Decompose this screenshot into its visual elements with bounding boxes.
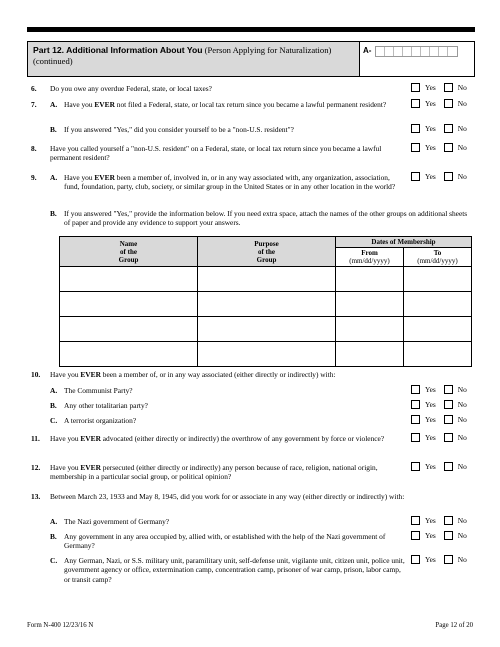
yes-label: Yes bbox=[425, 400, 436, 409]
question-text: Have you EVER been a member of, or in any way associated (either directly or indirectly) with: bbox=[50, 370, 336, 379]
yes-label: Yes bbox=[425, 385, 436, 394]
no-label: No bbox=[457, 83, 467, 92]
question-text: Do you owe any overdue Federal, state, or local taxes? bbox=[50, 84, 212, 93]
question-number: 12. bbox=[31, 463, 41, 472]
yes-label: Yes bbox=[425, 555, 436, 564]
no-label: No bbox=[457, 415, 467, 424]
no-checkbox[interactable] bbox=[444, 555, 453, 564]
question-text: Have you called yourself a "non-U.S. resident" on a Federal, state, or local tax return since you became a lawful permanent resident? bbox=[50, 144, 382, 163]
yes-no-group bbox=[411, 462, 467, 471]
from-cell[interactable] bbox=[336, 317, 404, 342]
question-number: 10. bbox=[31, 370, 41, 379]
yes-checkbox[interactable] bbox=[411, 400, 420, 409]
col-header-purpose: Purpose of the Group bbox=[198, 237, 336, 267]
no-checkbox[interactable] bbox=[444, 516, 453, 525]
question-number: 6. bbox=[31, 84, 37, 93]
part-title: Part 12. Additional Information About You bbox=[33, 45, 203, 55]
no-label: No bbox=[457, 385, 467, 394]
name-cell[interactable] bbox=[60, 267, 198, 292]
section-title bbox=[28, 42, 360, 76]
yes-label: Yes bbox=[425, 516, 436, 525]
yes-no-group bbox=[411, 143, 467, 152]
yes-label: Yes bbox=[425, 143, 436, 152]
question-sub-letter: A. bbox=[50, 100, 58, 109]
name-cell[interactable] bbox=[60, 292, 198, 317]
no-checkbox[interactable] bbox=[444, 124, 453, 133]
table-row bbox=[60, 292, 472, 317]
from-cell[interactable] bbox=[336, 342, 404, 367]
question-number: 13. bbox=[31, 492, 41, 501]
from-cell[interactable] bbox=[336, 292, 404, 317]
to-cell[interactable] bbox=[404, 317, 472, 342]
to-cell[interactable] bbox=[404, 292, 472, 317]
no-checkbox[interactable] bbox=[444, 531, 453, 540]
yes-checkbox[interactable] bbox=[411, 143, 420, 152]
question-number: 11. bbox=[31, 434, 40, 443]
top-rule bbox=[27, 27, 475, 32]
yes-checkbox[interactable] bbox=[411, 516, 420, 525]
question-sub-letter: B. bbox=[50, 209, 57, 218]
no-checkbox[interactable] bbox=[444, 400, 453, 409]
yes-checkbox[interactable] bbox=[411, 172, 420, 181]
no-label: No bbox=[457, 172, 467, 181]
question-text: Have you EVER persecuted (either directly or indirectly) any person because of race, religion, national origin, membership in a particular social group, or political opinion? bbox=[50, 463, 378, 482]
yes-checkbox[interactable] bbox=[411, 124, 420, 133]
yes-no-group bbox=[411, 400, 467, 409]
yes-label: Yes bbox=[425, 462, 436, 471]
col-header-from: From (mm/dd/yyyy) bbox=[336, 248, 404, 267]
table-row bbox=[60, 342, 472, 367]
no-checkbox[interactable] bbox=[444, 415, 453, 424]
name-cell[interactable] bbox=[60, 317, 198, 342]
no-label: No bbox=[457, 555, 467, 564]
question-sub-letter: A. bbox=[50, 517, 58, 526]
yes-checkbox[interactable] bbox=[411, 415, 420, 424]
question-sub-letter: B. bbox=[50, 125, 57, 134]
question-text: The Communist Party? bbox=[64, 386, 133, 395]
yes-no-group bbox=[411, 172, 467, 181]
no-label: No bbox=[457, 99, 467, 108]
groups-table bbox=[59, 236, 472, 367]
yes-label: Yes bbox=[425, 531, 436, 540]
yes-label: Yes bbox=[425, 124, 436, 133]
yes-no-group bbox=[411, 99, 467, 108]
no-label: No bbox=[457, 531, 467, 540]
yes-checkbox[interactable] bbox=[411, 555, 420, 564]
yes-label: Yes bbox=[425, 99, 436, 108]
yes-label: Yes bbox=[425, 433, 436, 442]
question-sub-letter: B. bbox=[50, 401, 57, 410]
question-text: If you answered "Yes," provide the information below. If you need extra space, attach the names of the other groups on additional sheets of paper and provide any evidence to support your answers. bbox=[64, 209, 468, 228]
yes-checkbox[interactable] bbox=[411, 385, 420, 394]
question-number: 7. bbox=[31, 100, 37, 109]
to-cell[interactable] bbox=[404, 267, 472, 292]
yes-checkbox[interactable] bbox=[411, 99, 420, 108]
from-cell[interactable] bbox=[336, 267, 404, 292]
yes-checkbox[interactable] bbox=[411, 83, 420, 92]
question-text: Have you EVER advocated (either directly or indirectly) the overthrow of any government by force or violence? bbox=[50, 434, 385, 443]
question-text: Any government in any area occupied by, allied with, or established with the help of the Nazi government of Germany? bbox=[64, 532, 386, 551]
purpose-cell[interactable] bbox=[198, 267, 336, 292]
question-number: 9. bbox=[31, 173, 37, 182]
purpose-cell[interactable] bbox=[198, 292, 336, 317]
question-number: 8. bbox=[31, 144, 37, 153]
question-text: The Nazi government of Germany? bbox=[64, 517, 170, 526]
question-text: Any other totalitarian party? bbox=[64, 401, 148, 410]
no-checkbox[interactable] bbox=[444, 83, 453, 92]
question-text: Between March 23, 1933 and May 8, 1945, did you work for or associate in any way (either directly or indirectly) with: bbox=[50, 492, 405, 501]
no-checkbox[interactable] bbox=[444, 385, 453, 394]
yes-label: Yes bbox=[425, 172, 436, 181]
table-row bbox=[60, 267, 472, 292]
no-label: No bbox=[457, 516, 467, 525]
yes-no-group bbox=[411, 531, 467, 540]
col-header-to: To (mm/dd/yyyy) bbox=[404, 248, 472, 267]
yes-no-group bbox=[411, 385, 467, 394]
question-text: If you answered "Yes," did you consider yourself to be a "non-U.S. resident"? bbox=[64, 125, 294, 134]
question-text: Have you EVER been a member of, involved in, or in any way associated with, any organization, association, fund, foundation, party, club, society, or similar group in the United States or in any other location in the world? bbox=[64, 173, 396, 192]
a-number-field[interactable] bbox=[375, 46, 458, 57]
no-checkbox[interactable] bbox=[444, 143, 453, 152]
form-id: Form N-400 12/23/16 N bbox=[27, 622, 94, 629]
no-label: No bbox=[457, 462, 467, 471]
question-sub-letter: C. bbox=[50, 416, 58, 425]
table-row bbox=[60, 317, 472, 342]
yes-checkbox[interactable] bbox=[411, 462, 420, 471]
question-text: Have you EVER not filed a Federal, state, or local tax return since you became a lawful permanent resident? bbox=[64, 100, 387, 109]
question-text: Any German, Nazi, or S.S. military unit, paramilitary unit, self-defense unit, vigilante unit, citizen unit, police unit, government agency or office, extermination camp, concentration camp, prisoner of war camp, prison, labor camp, or transit camp? bbox=[64, 556, 405, 584]
question-sub-letter: B. bbox=[50, 532, 57, 541]
yes-no-group bbox=[411, 124, 467, 133]
section-header bbox=[27, 41, 475, 77]
yes-label: Yes bbox=[425, 415, 436, 424]
to-cell[interactable] bbox=[404, 342, 472, 367]
no-checkbox[interactable] bbox=[444, 99, 453, 108]
a-number-label: A- bbox=[363, 46, 372, 55]
col-header-dates: Dates of Membership bbox=[336, 237, 472, 248]
question-text: A terrorist organization? bbox=[64, 416, 137, 425]
a-number-area bbox=[360, 42, 474, 76]
no-checkbox[interactable] bbox=[444, 172, 453, 181]
yes-no-group bbox=[411, 555, 467, 564]
no-checkbox[interactable] bbox=[444, 433, 453, 442]
yes-no-group bbox=[411, 415, 467, 424]
part-subtitle: (Person Applying for Naturalization) (continued) bbox=[33, 45, 332, 67]
name-cell[interactable] bbox=[60, 342, 198, 367]
col-header-name: Name of the Group bbox=[60, 237, 198, 267]
yes-checkbox[interactable] bbox=[411, 531, 420, 540]
purpose-cell[interactable] bbox=[198, 342, 336, 367]
no-label: No bbox=[457, 124, 467, 133]
question-sub-letter: A. bbox=[50, 386, 58, 395]
yes-no-group bbox=[411, 433, 467, 442]
purpose-cell[interactable] bbox=[198, 317, 336, 342]
no-label: No bbox=[457, 143, 467, 152]
page-number: Page 12 of 20 bbox=[435, 622, 473, 629]
no-label: No bbox=[457, 400, 467, 409]
no-checkbox[interactable] bbox=[444, 462, 453, 471]
yes-no-group bbox=[411, 83, 467, 92]
yes-no-group bbox=[411, 516, 467, 525]
question-sub-letter: C. bbox=[50, 556, 58, 565]
no-label: No bbox=[457, 433, 467, 442]
yes-label: Yes bbox=[425, 83, 436, 92]
yes-checkbox[interactable] bbox=[411, 433, 420, 442]
question-sub-letter: A. bbox=[50, 173, 58, 182]
